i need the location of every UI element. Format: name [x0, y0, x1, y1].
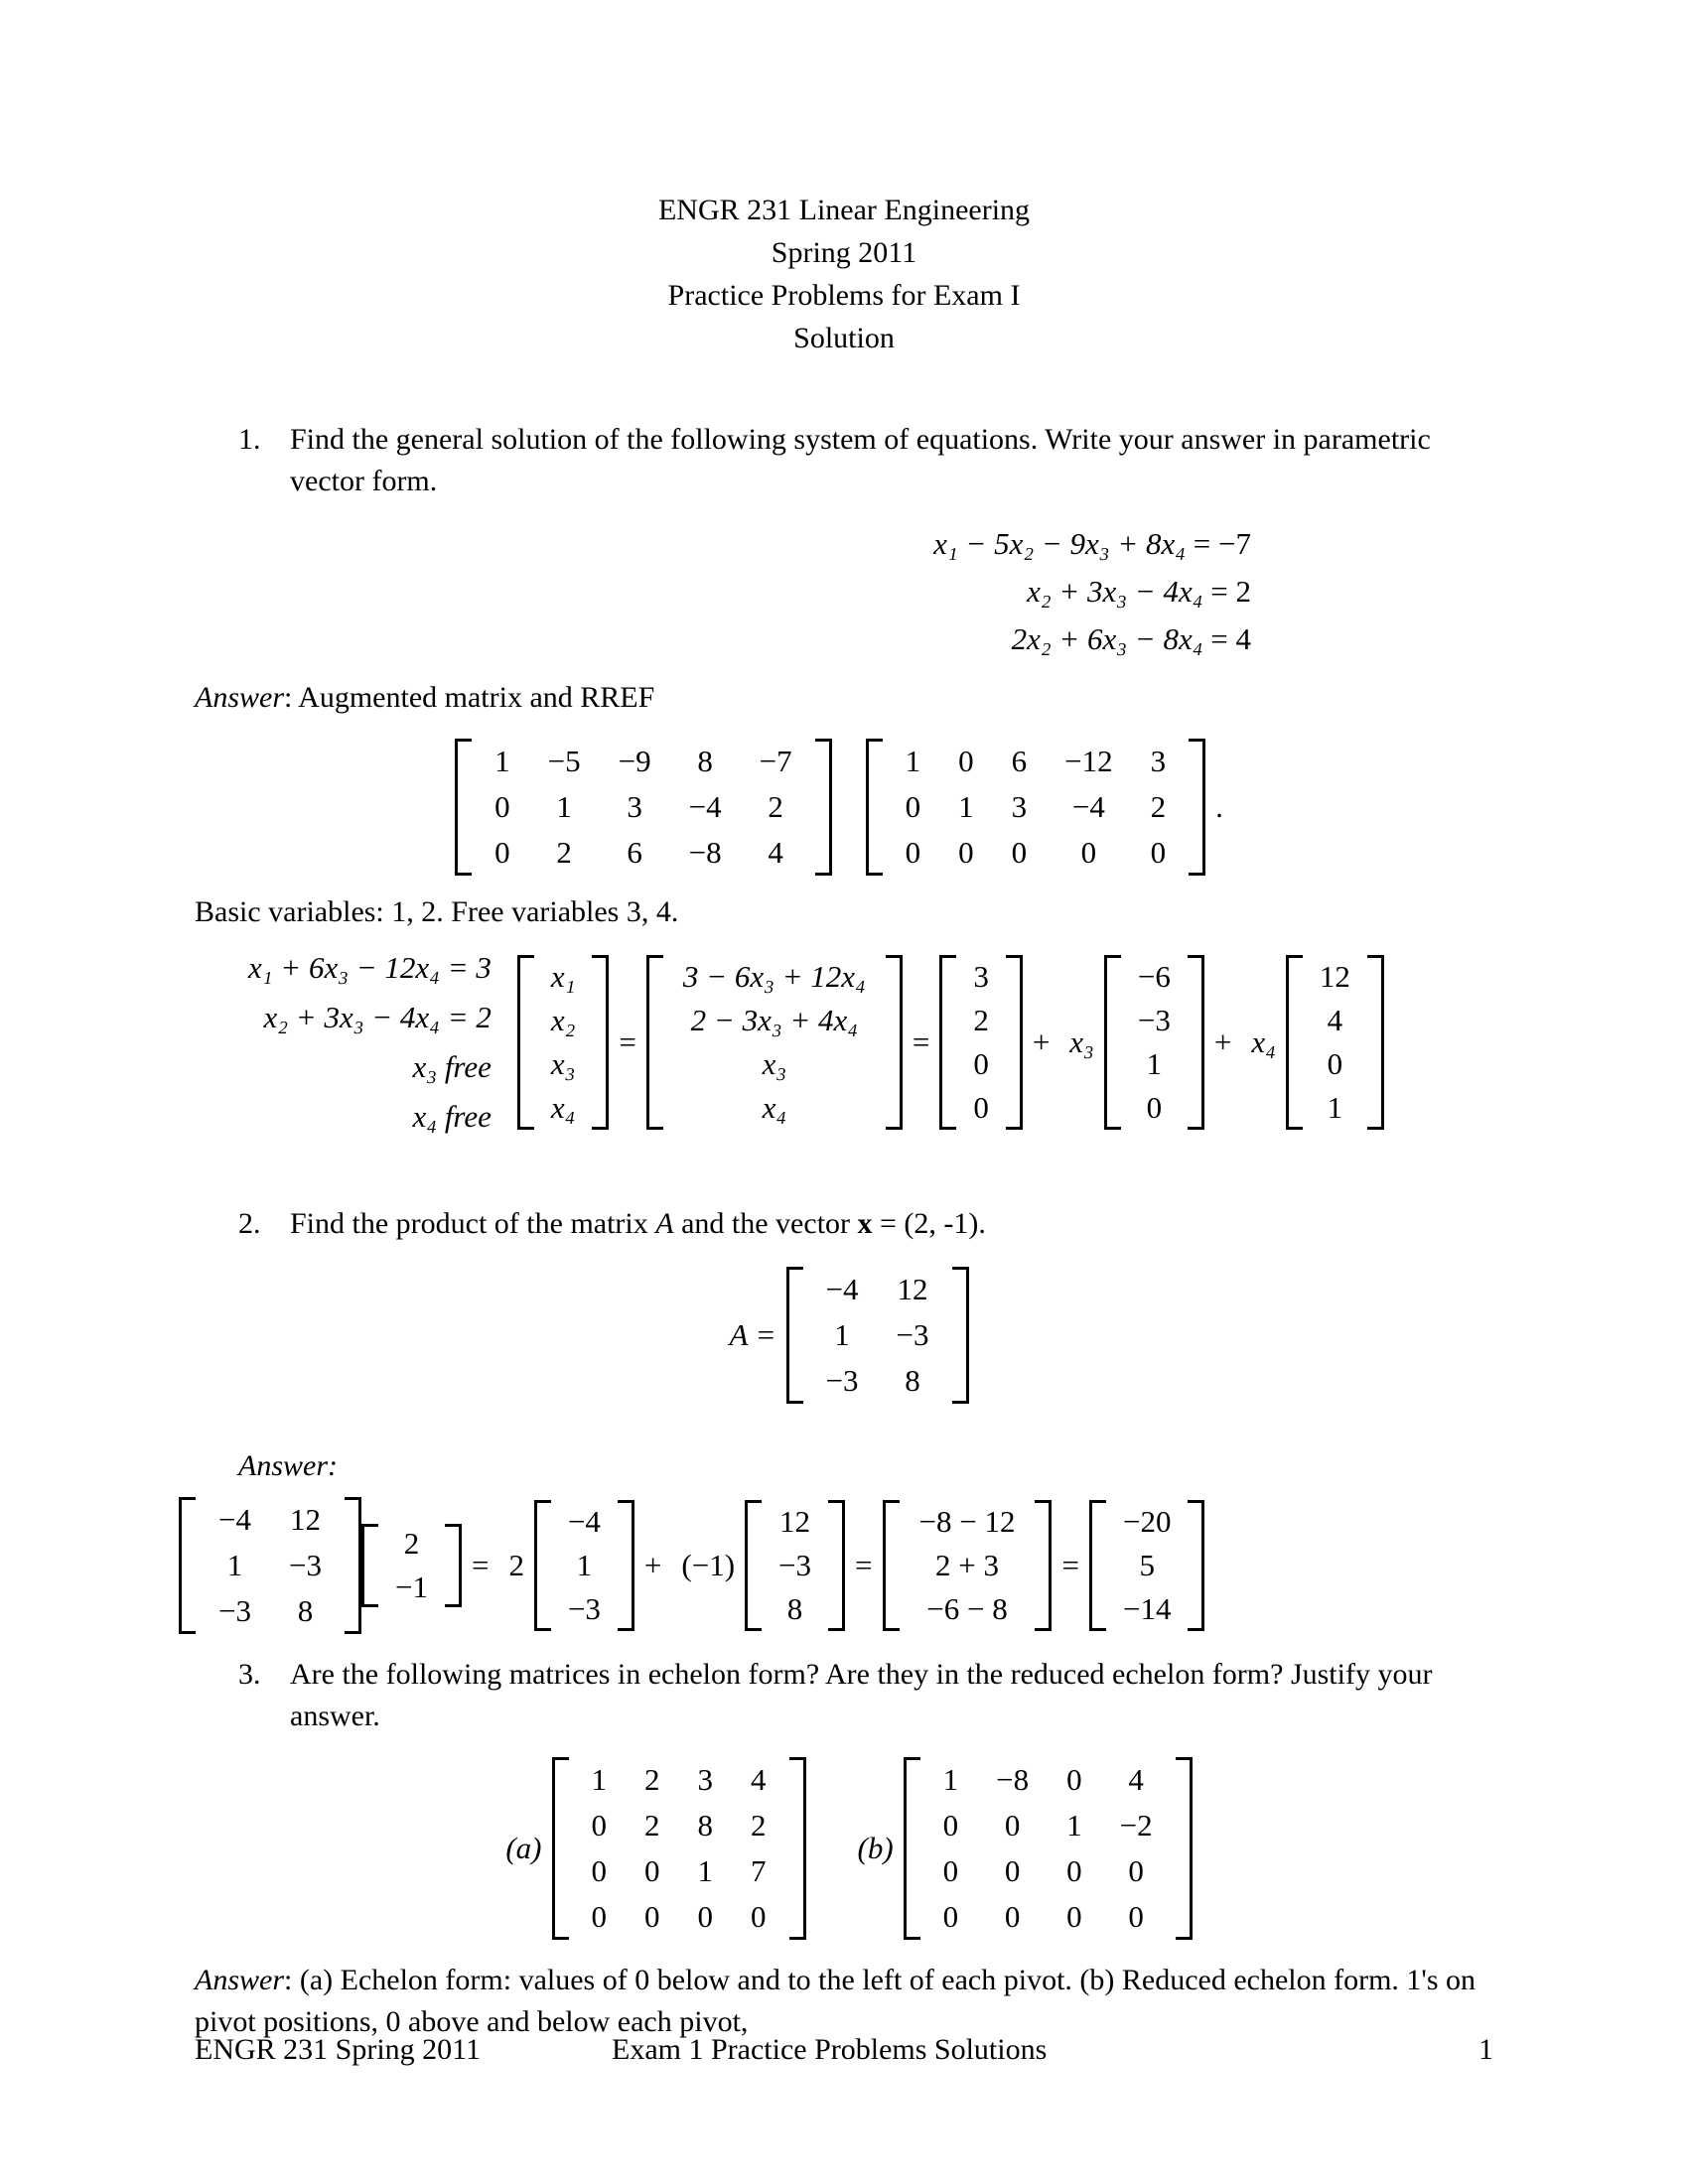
bracket-right-icon [1367, 955, 1384, 1130]
sum-expression-vector [883, 1494, 1053, 1637]
trailing-period: . [1215, 789, 1223, 824]
matrix-cell: 0 [973, 1090, 989, 1125]
bracket-right-icon [815, 739, 832, 876]
header-line-term: Spring 2011 [771, 236, 917, 269]
matrix-row [476, 784, 810, 830]
bracket-left-icon [786, 1267, 803, 1404]
matrix-cell: −4 [567, 1504, 601, 1539]
matrix-cell: 12 [289, 1502, 321, 1537]
matrix-cell: 0 [958, 835, 974, 870]
matrix-cell: 1 [1146, 1046, 1163, 1081]
equals-sign: = [471, 1548, 490, 1582]
problem-3-text: Are the following matrices in echelon form? Are they in the reduced echelon form? Justify your answer. [290, 1658, 1433, 1732]
matrix-cell: 3 − 6x₃ + 12x₄ [682, 959, 866, 994]
footer-course: ENGR 231 Spring 2011 [195, 2033, 482, 2066]
bracket-right-icon [1188, 955, 1204, 1130]
matrix-cells [766, 1500, 824, 1631]
matrix-cell: 2 [403, 1526, 420, 1561]
matrix-cell: 0 [1004, 1808, 1021, 1843]
equation-rhs: 4 [1235, 621, 1251, 656]
matrix-cell: −8 − 12 [918, 1504, 1016, 1539]
rref-matrix [866, 733, 1205, 882]
page-footer [195, 2033, 1493, 2067]
matrix-cell: 0 [942, 1899, 959, 1934]
header-line-title: Practice Problems for Exam I [667, 279, 1021, 312]
column-1-vector [534, 1494, 634, 1637]
matrix-cells [807, 1267, 948, 1404]
x4-vector [1286, 949, 1384, 1136]
equation-lhs: 2x₂ + 6x₃ − 8x₄ [1011, 621, 1203, 656]
problem-2-answer-label: Answer: [238, 1449, 338, 1482]
matrix-cell: 0 [905, 835, 921, 870]
bracket-right-icon [1035, 1500, 1052, 1631]
matrix-cell: −12 [1064, 744, 1113, 778]
equation-row [0, 615, 1688, 663]
x3-coefficient: x₃ [1069, 1024, 1094, 1059]
matrix-cells [1125, 955, 1184, 1130]
matrix-cell: 0 [494, 789, 510, 824]
matrix-cell: 3 [697, 1762, 714, 1797]
matrix-cell: 1 [226, 1548, 243, 1582]
matrix-cell: 2 [644, 1808, 660, 1843]
matrix-cell: 2 [1150, 789, 1167, 824]
matrix-cell: 1 [591, 1762, 608, 1797]
matrix-cell: 0 [1080, 835, 1097, 870]
matrix-A-label: A [655, 1207, 674, 1240]
answer-label: Answer [195, 681, 284, 714]
matrix-cell: −6 − 8 [926, 1591, 1008, 1626]
matrix-cell: 0 [697, 1899, 714, 1934]
problem-3 [238, 1654, 1460, 1737]
equation-lhs: x₁ − 5x₂ − 9x₃ + 8x₄ [933, 526, 1187, 561]
footer-title: Exam 1 Practice Problems Solutions [612, 2033, 1048, 2066]
bracket-right-icon [345, 1497, 361, 1634]
matrix-cell: 4 [768, 835, 783, 870]
matrix-cell: 8 [786, 1591, 803, 1626]
matrix-cells [538, 955, 589, 1130]
matrix-cell: 1 [958, 789, 974, 824]
problem-1-number: 1. [238, 423, 261, 456]
matrix-cell: 2 [644, 1762, 660, 1797]
label-b: (b) [857, 1831, 894, 1865]
bracket-right-icon [1188, 1500, 1204, 1631]
matrix-cell: 12 [1319, 959, 1350, 994]
matrix-cell: 2 [973, 1003, 989, 1037]
matrix-cell: −9 [618, 744, 651, 778]
bracket-left-icon [866, 739, 883, 876]
matrix-cells [924, 1757, 1172, 1940]
bracket-left-icon [517, 955, 534, 1130]
bracket-left-icon [455, 739, 472, 876]
calc-matrix-A [179, 1491, 361, 1640]
matrix-cell: x₁ [550, 959, 576, 994]
x3-vector [1104, 949, 1204, 1136]
matrix-cell: −20 [1122, 1504, 1172, 1539]
matrix-cells [573, 1757, 785, 1940]
matrix-cell: 1 [556, 789, 572, 824]
matrix-cell: 0 [1066, 1899, 1082, 1934]
problem-2-text [290, 1203, 1460, 1245]
matrix-cell: 1 [1066, 1808, 1082, 1843]
bracket-right-icon [828, 1500, 845, 1631]
matrix-cell: 1 [905, 744, 921, 778]
matrix-b [904, 1751, 1193, 1946]
matrix-cell: −5 [547, 744, 581, 778]
problem-2-matrix-A [0, 1261, 1688, 1410]
matrix-cell: x₄ [762, 1090, 787, 1125]
matrix-cell: −3 [778, 1548, 812, 1582]
matrix-cell: 0 [1128, 1853, 1144, 1888]
equation-rhs: 2 [1235, 574, 1251, 609]
problem-1 [238, 419, 1460, 502]
matrix-row [887, 830, 1185, 876]
matrix-cells [667, 955, 882, 1130]
matrix-cells [904, 1500, 1032, 1631]
bracket-right-icon [1006, 955, 1023, 1130]
matrix-cell: −8 [996, 1762, 1030, 1797]
equals-sign: = [855, 1548, 873, 1582]
matrix-cell: 0 [1004, 1853, 1021, 1888]
answer-text: : (a) Echelon form: values of 0 below and to the left of each pivot. (b) Reduced echelon form. 1's on pivot positions, 0 above and below each pivot, [195, 1964, 1477, 2038]
plus-sign: + [643, 1548, 662, 1582]
answer-text: : Augmented matrix and RREF [284, 681, 655, 714]
matrix-cell: −7 [759, 744, 792, 778]
matrix-row [887, 739, 1185, 784]
matrix-cell: 0 [644, 1853, 660, 1888]
header-line-subtitle: Solution [793, 322, 895, 354]
bracket-left-icon [646, 955, 663, 1130]
matrix-cell: x₃ [550, 1046, 576, 1081]
matrix-cell: 2 [768, 789, 783, 824]
footer-page-number: 1 [1478, 2033, 1493, 2066]
problem-1-answer-line [195, 677, 1688, 719]
matrix-cell: −3 [288, 1548, 322, 1582]
problem-3-answer [195, 1960, 1493, 2043]
bracket-left-icon [552, 1757, 569, 1940]
matrix-cell: 0 [942, 1808, 959, 1843]
matrix-cell: 3 [1150, 744, 1167, 778]
matrix-cell: 2 + 3 [935, 1548, 999, 1582]
matrix-cell: −14 [1122, 1591, 1172, 1626]
bracket-right-icon [789, 1757, 806, 1940]
matrix-cell: 12 [897, 1272, 928, 1306]
matrix-cells [476, 739, 810, 876]
matrix-cell: −4 [1071, 789, 1105, 824]
bracket-right-icon [1176, 1757, 1193, 1940]
matrix-cell: 3 [973, 959, 989, 994]
problem-1-text: Find the general solution of the following system of equations. Write your answer in parametric vector form. [290, 423, 1431, 497]
matrix-cell: 1 [834, 1317, 850, 1352]
matrix-row [476, 739, 810, 784]
matrix-cell: −3 [1137, 1003, 1171, 1037]
problem-1-equations [0, 520, 1688, 663]
equals-sign: = [1193, 526, 1219, 561]
header-line-course: ENGR 231 Linear Engineering [657, 194, 1031, 226]
equation-lhs: x₂ + 3x₃ − 4x₄ [1027, 574, 1203, 609]
matrix-a [552, 1751, 806, 1946]
A-equals-label: A = [729, 1317, 776, 1352]
matrix-cell: 4 [1327, 1003, 1343, 1037]
matrix-cell: −3 [218, 1593, 251, 1628]
problem-2-text-part2: and the vector [673, 1207, 858, 1240]
matrix-cell: 3 [1011, 789, 1028, 824]
matrix-cell: −1 [394, 1570, 428, 1604]
matrix-cell: x₃ [762, 1046, 787, 1081]
problem-2-number: 2. [238, 1207, 261, 1240]
matrix-cell: −2 [1119, 1808, 1153, 1843]
matrix-cell: 0 [1150, 835, 1167, 870]
answer-label: Answer [195, 1964, 284, 1996]
matrix-cell: 0 [591, 1808, 608, 1843]
bracket-right-icon [1189, 739, 1205, 876]
matrix-cell: 1 [942, 1762, 959, 1797]
matrix-cell: 0 [751, 1899, 767, 1934]
matrix-cell: 8 [297, 1593, 314, 1628]
solution-equation: x₁ + 6x₃ − 12x₄ = 3 [248, 950, 492, 985]
matrix-cell: 8 [905, 1363, 920, 1398]
matrix-cell: 4 [751, 1762, 767, 1797]
equals-sign: = [1210, 621, 1236, 656]
matrix-cell: 0 [591, 1853, 608, 1888]
vector-x-label: x [857, 1207, 873, 1240]
equation-row [0, 568, 1688, 615]
matrix-cell: 1 [697, 1853, 714, 1888]
problem-1-basic-variables: Basic variables: 1, 2. Free variables 3, 4. [195, 895, 679, 928]
label-a: (a) [505, 1831, 542, 1865]
problem-2-text-part3: = (2, -1). [872, 1207, 986, 1240]
solution-equation-list [248, 943, 492, 1142]
matrix-cell: 0 [1011, 835, 1028, 870]
matrix-cell: 0 [644, 1899, 660, 1934]
matrix-cell: 0 [1004, 1899, 1021, 1934]
bracket-right-icon [592, 955, 609, 1130]
bracket-right-icon [886, 955, 903, 1130]
matrix-cell: 1 [1327, 1090, 1343, 1125]
bracket-right-icon [952, 1267, 969, 1404]
matrix-cell: 8 [697, 744, 713, 778]
matrix-cell: 0 [1066, 1762, 1082, 1797]
problem-2-calculation [0, 1491, 1688, 1640]
bracket-left-icon [904, 1757, 920, 1940]
problem-1-matrices [0, 733, 1688, 882]
result-vector [1089, 1494, 1204, 1637]
bracket-left-icon [534, 1500, 551, 1631]
matrix-cells [960, 955, 1002, 1130]
bracket-left-icon [745, 1500, 762, 1631]
matrix-cell: 2 [556, 835, 572, 870]
equation-rhs: −7 [1218, 526, 1251, 561]
matrix-cell: 0 [905, 789, 921, 824]
equals-sign: = [1061, 1548, 1079, 1582]
matrix-cell: 3 [627, 789, 642, 824]
equals-sign: = [1210, 574, 1236, 609]
bracket-left-icon [883, 1500, 900, 1631]
bracket-right-icon [445, 1524, 462, 1607]
matrix-cell: x₄ [550, 1090, 576, 1125]
scalar-2: 2 [508, 1548, 524, 1582]
solution-equation: x₄ free [412, 1099, 492, 1134]
x4-coefficient: x₄ [1251, 1024, 1276, 1059]
matrix-cell: 6 [1011, 744, 1028, 778]
matrix-cell: 4 [1128, 1762, 1144, 1797]
matrix-cell: −6 [1137, 959, 1171, 994]
matrix-cell: 2 − 3x₃ + 4x₄ [690, 1003, 859, 1037]
bracket-left-icon [1104, 955, 1121, 1130]
matrix-cells [382, 1522, 441, 1609]
matrix-cell: 1 [494, 744, 510, 778]
matrix-cell: 6 [627, 835, 642, 870]
matrix-cell: x₂ [550, 1003, 576, 1037]
problem-3-number: 3. [238, 1658, 261, 1691]
matrix-cell: 12 [779, 1504, 811, 1539]
equation-row [0, 520, 1688, 568]
matrix-cell: 0 [942, 1853, 959, 1888]
matrix-cell: −8 [688, 835, 722, 870]
matrix-cell: 8 [697, 1808, 714, 1843]
matrix-cells [1307, 955, 1363, 1130]
column-2-vector [745, 1494, 845, 1637]
matrix-cell: −3 [896, 1317, 929, 1352]
equals-sign: = [619, 1024, 636, 1059]
matrix-cell: 7 [751, 1853, 767, 1888]
matrix-cell: −4 [825, 1272, 859, 1306]
matrix-cell: 0 [1146, 1090, 1163, 1125]
matrix-cell: 2 [751, 1808, 767, 1843]
solution-equation: x₃ free [412, 1049, 492, 1084]
problem-2-text-part1: Find the product of the matrix [290, 1207, 656, 1240]
bracket-left-icon [939, 955, 956, 1130]
augmented-matrix [455, 733, 831, 882]
matrix-cell: 5 [1139, 1548, 1155, 1582]
matrix-cells [1110, 1500, 1184, 1631]
matrix-cell: 1 [576, 1548, 593, 1582]
matrix-cells [555, 1500, 614, 1631]
bracket-left-icon [361, 1524, 378, 1607]
matrix-cell: −4 [688, 789, 722, 824]
bracket-right-icon [618, 1500, 634, 1631]
matrix-cell: 0 [973, 1046, 989, 1081]
solution-equation: x₂ + 3x₃ − 4x₄ = 2 [263, 1000, 492, 1034]
matrix-cells [200, 1497, 341, 1634]
x-vector [517, 949, 610, 1136]
matrix-cell: 0 [958, 744, 974, 778]
equals-sign: = [912, 1024, 930, 1059]
constant-vector [939, 949, 1023, 1136]
plus-sign: + [1032, 1024, 1051, 1059]
document-header [0, 189, 1688, 359]
problem-1-parametric-form [0, 943, 1688, 1142]
matrix-cell: −3 [825, 1363, 859, 1398]
matrix-cell: 0 [1327, 1046, 1343, 1081]
bracket-left-icon [179, 1497, 196, 1634]
expanded-vector [646, 949, 903, 1136]
matrix-cell: 0 [1066, 1853, 1082, 1888]
plus-sign: + [1213, 1024, 1232, 1059]
calc-vector-x [361, 1518, 462, 1613]
bracket-left-icon [1089, 1500, 1106, 1631]
matrix-cell: −4 [218, 1502, 251, 1537]
matrix-cells [887, 739, 1185, 876]
bracket-left-icon [1286, 955, 1303, 1130]
problem-3-matrices [0, 1751, 1688, 1946]
matrix-cell: −3 [567, 1591, 601, 1626]
matrix-row [887, 784, 1185, 830]
matrix-cell: 0 [591, 1899, 608, 1934]
matrix-cell: 0 [1128, 1899, 1144, 1934]
matrix-row [476, 830, 810, 876]
scalar-negative-1: (−1) [681, 1548, 736, 1582]
problem-2 [238, 1203, 1460, 1245]
matrix-cell: 0 [494, 835, 510, 870]
matrix-A [786, 1261, 969, 1410]
